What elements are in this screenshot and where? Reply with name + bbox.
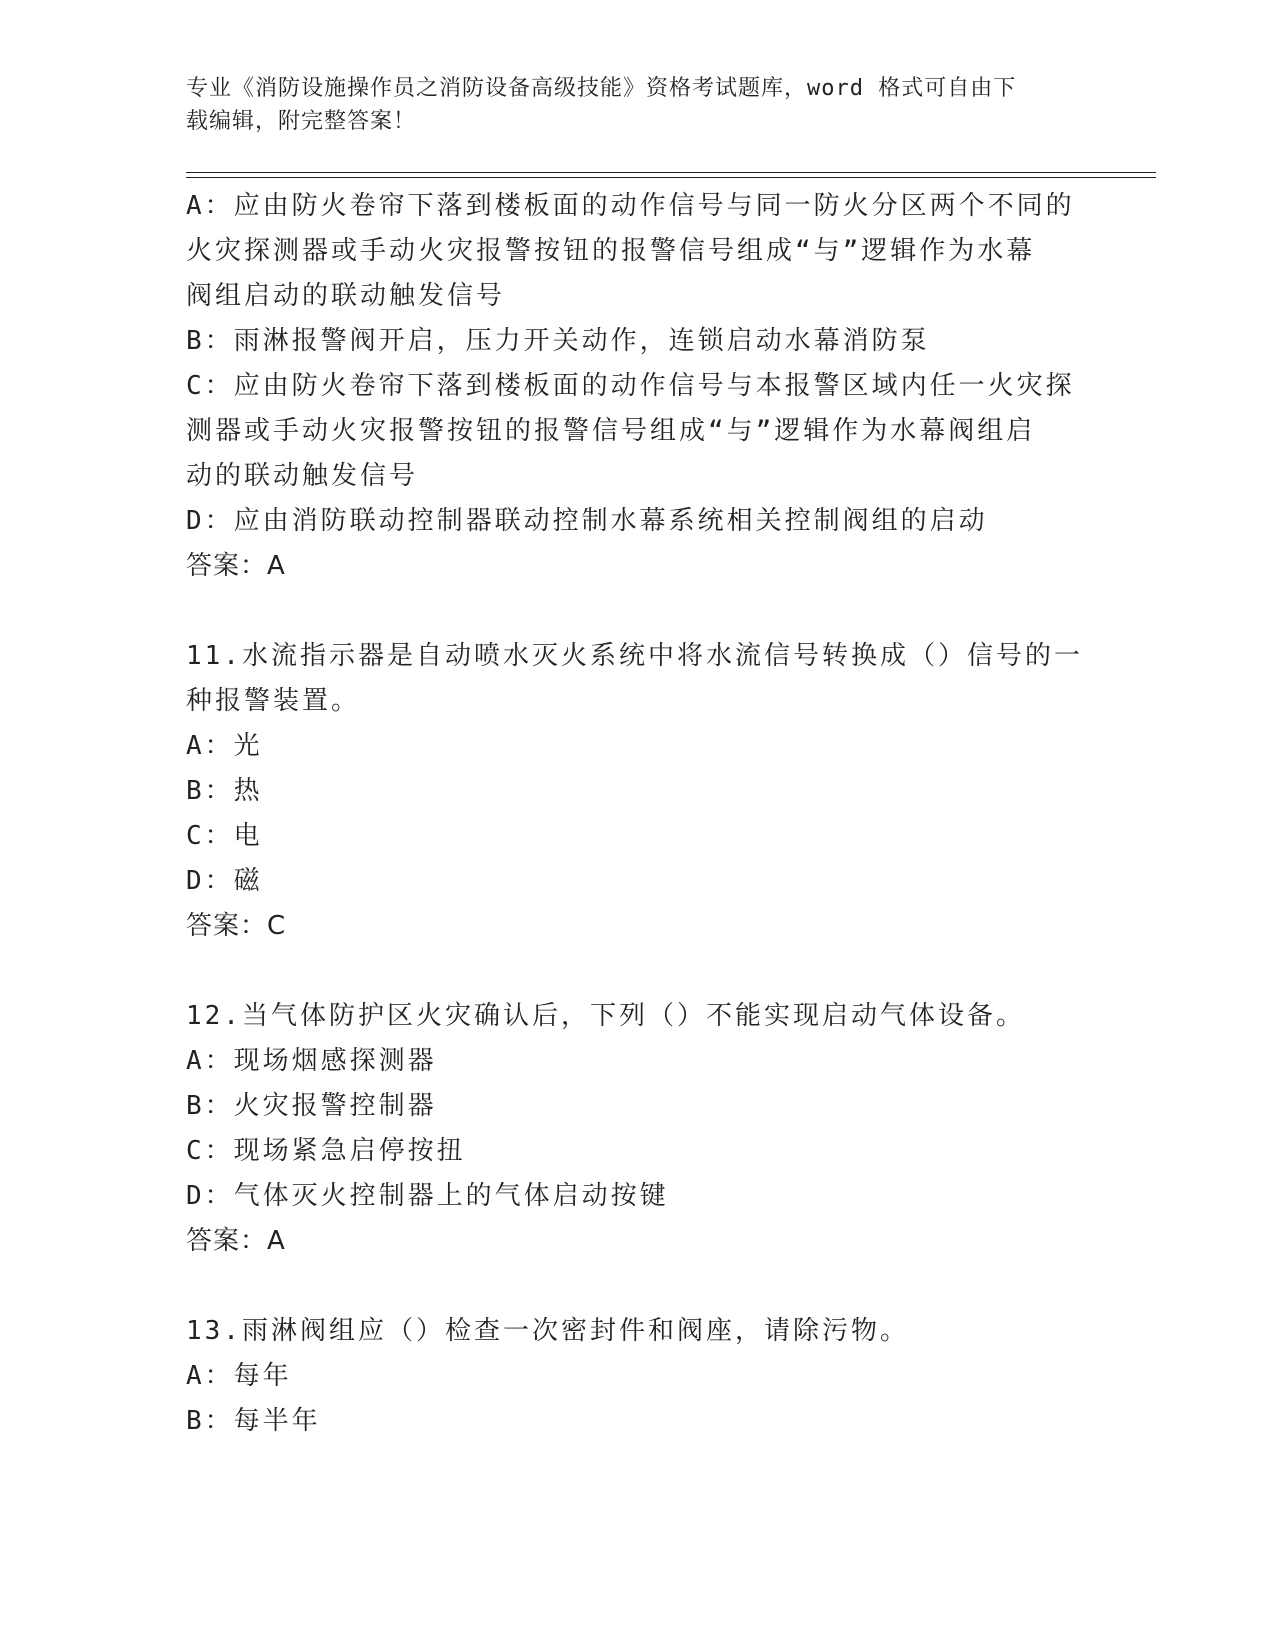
option-c-line-1: C：应由防火卷帘下落到楼板面的动作信号与本报警区域内任一火灾探	[186, 371, 1075, 401]
header-rule-top	[186, 172, 1156, 173]
option-a-line-3: 阀组启动的联动触发信号	[186, 281, 506, 311]
question-13	[186, 1309, 1086, 1444]
question-stem-line-1: 11.水流指示器是自动喷水灭火系统中将水流信号转换成（）信号的一	[186, 641, 1083, 671]
question-stem: 12.当气体防护区火灾确认后，下列（）不能实现启动气体设备。	[186, 1001, 1025, 1031]
header-rule-bottom	[186, 177, 1156, 178]
option-c-line-2: 测器或手动火灾报警按钮的报警信号组成“与”逻辑作为水幕阀组启	[186, 416, 1036, 446]
header-line-2: 载编辑，附完整答案！	[186, 109, 417, 134]
option-c-line-3: 动的联动触发信号	[186, 461, 419, 491]
question-list	[186, 184, 1086, 1444]
option-c: C：电	[186, 821, 263, 851]
option-a: A：每年	[186, 1361, 292, 1391]
answer: 答案：A	[186, 1226, 286, 1256]
question-stem-line-2: 种报警装置。	[186, 686, 361, 716]
spacer	[186, 1264, 1086, 1309]
document-header	[186, 72, 1086, 138]
option-b: B：雨淋报警阀开启，压力开关动作，连锁启动水幕消防泵	[186, 326, 930, 356]
option-a	[186, 184, 1086, 319]
header-line-1: 专业《消防设施操作员之消防设备高级技能》资格考试题库，word 格式可自由下	[186, 76, 1017, 101]
question-10	[186, 184, 1086, 589]
option-c	[186, 364, 1086, 499]
option-b: B：热	[186, 776, 263, 806]
spacer	[186, 949, 1086, 994]
option-a-line-1: A：应由防火卷帘下落到楼板面的动作信号与同一防火分区两个不同的	[186, 191, 1075, 221]
question-stem: 13.雨淋阀组应（）检查一次密封件和阀座，请除污物。	[186, 1316, 909, 1346]
option-b: B：火灾报警控制器	[186, 1091, 437, 1121]
question-12	[186, 994, 1086, 1264]
option-d: D：磁	[186, 866, 263, 896]
option-a: A：现场烟感探测器	[186, 1046, 437, 1076]
option-b: B：每半年	[186, 1406, 321, 1436]
answer: 答案：A	[186, 551, 286, 581]
option-a: A：光	[186, 731, 263, 761]
option-a-line-2: 火灾探测器或手动火灾报警按钮的报警信号组成“与”逻辑作为水幕	[186, 236, 1036, 266]
option-d: D：气体灭火控制器上的气体启动按键	[186, 1181, 669, 1211]
spacer	[186, 589, 1086, 634]
answer: 答案：C	[186, 911, 287, 941]
option-d: D：应由消防联动控制器联动控制水幕系统相关控制阀组的启动	[186, 506, 988, 536]
question-11	[186, 634, 1086, 949]
option-c: C：现场紧急启停按扭	[186, 1136, 466, 1166]
